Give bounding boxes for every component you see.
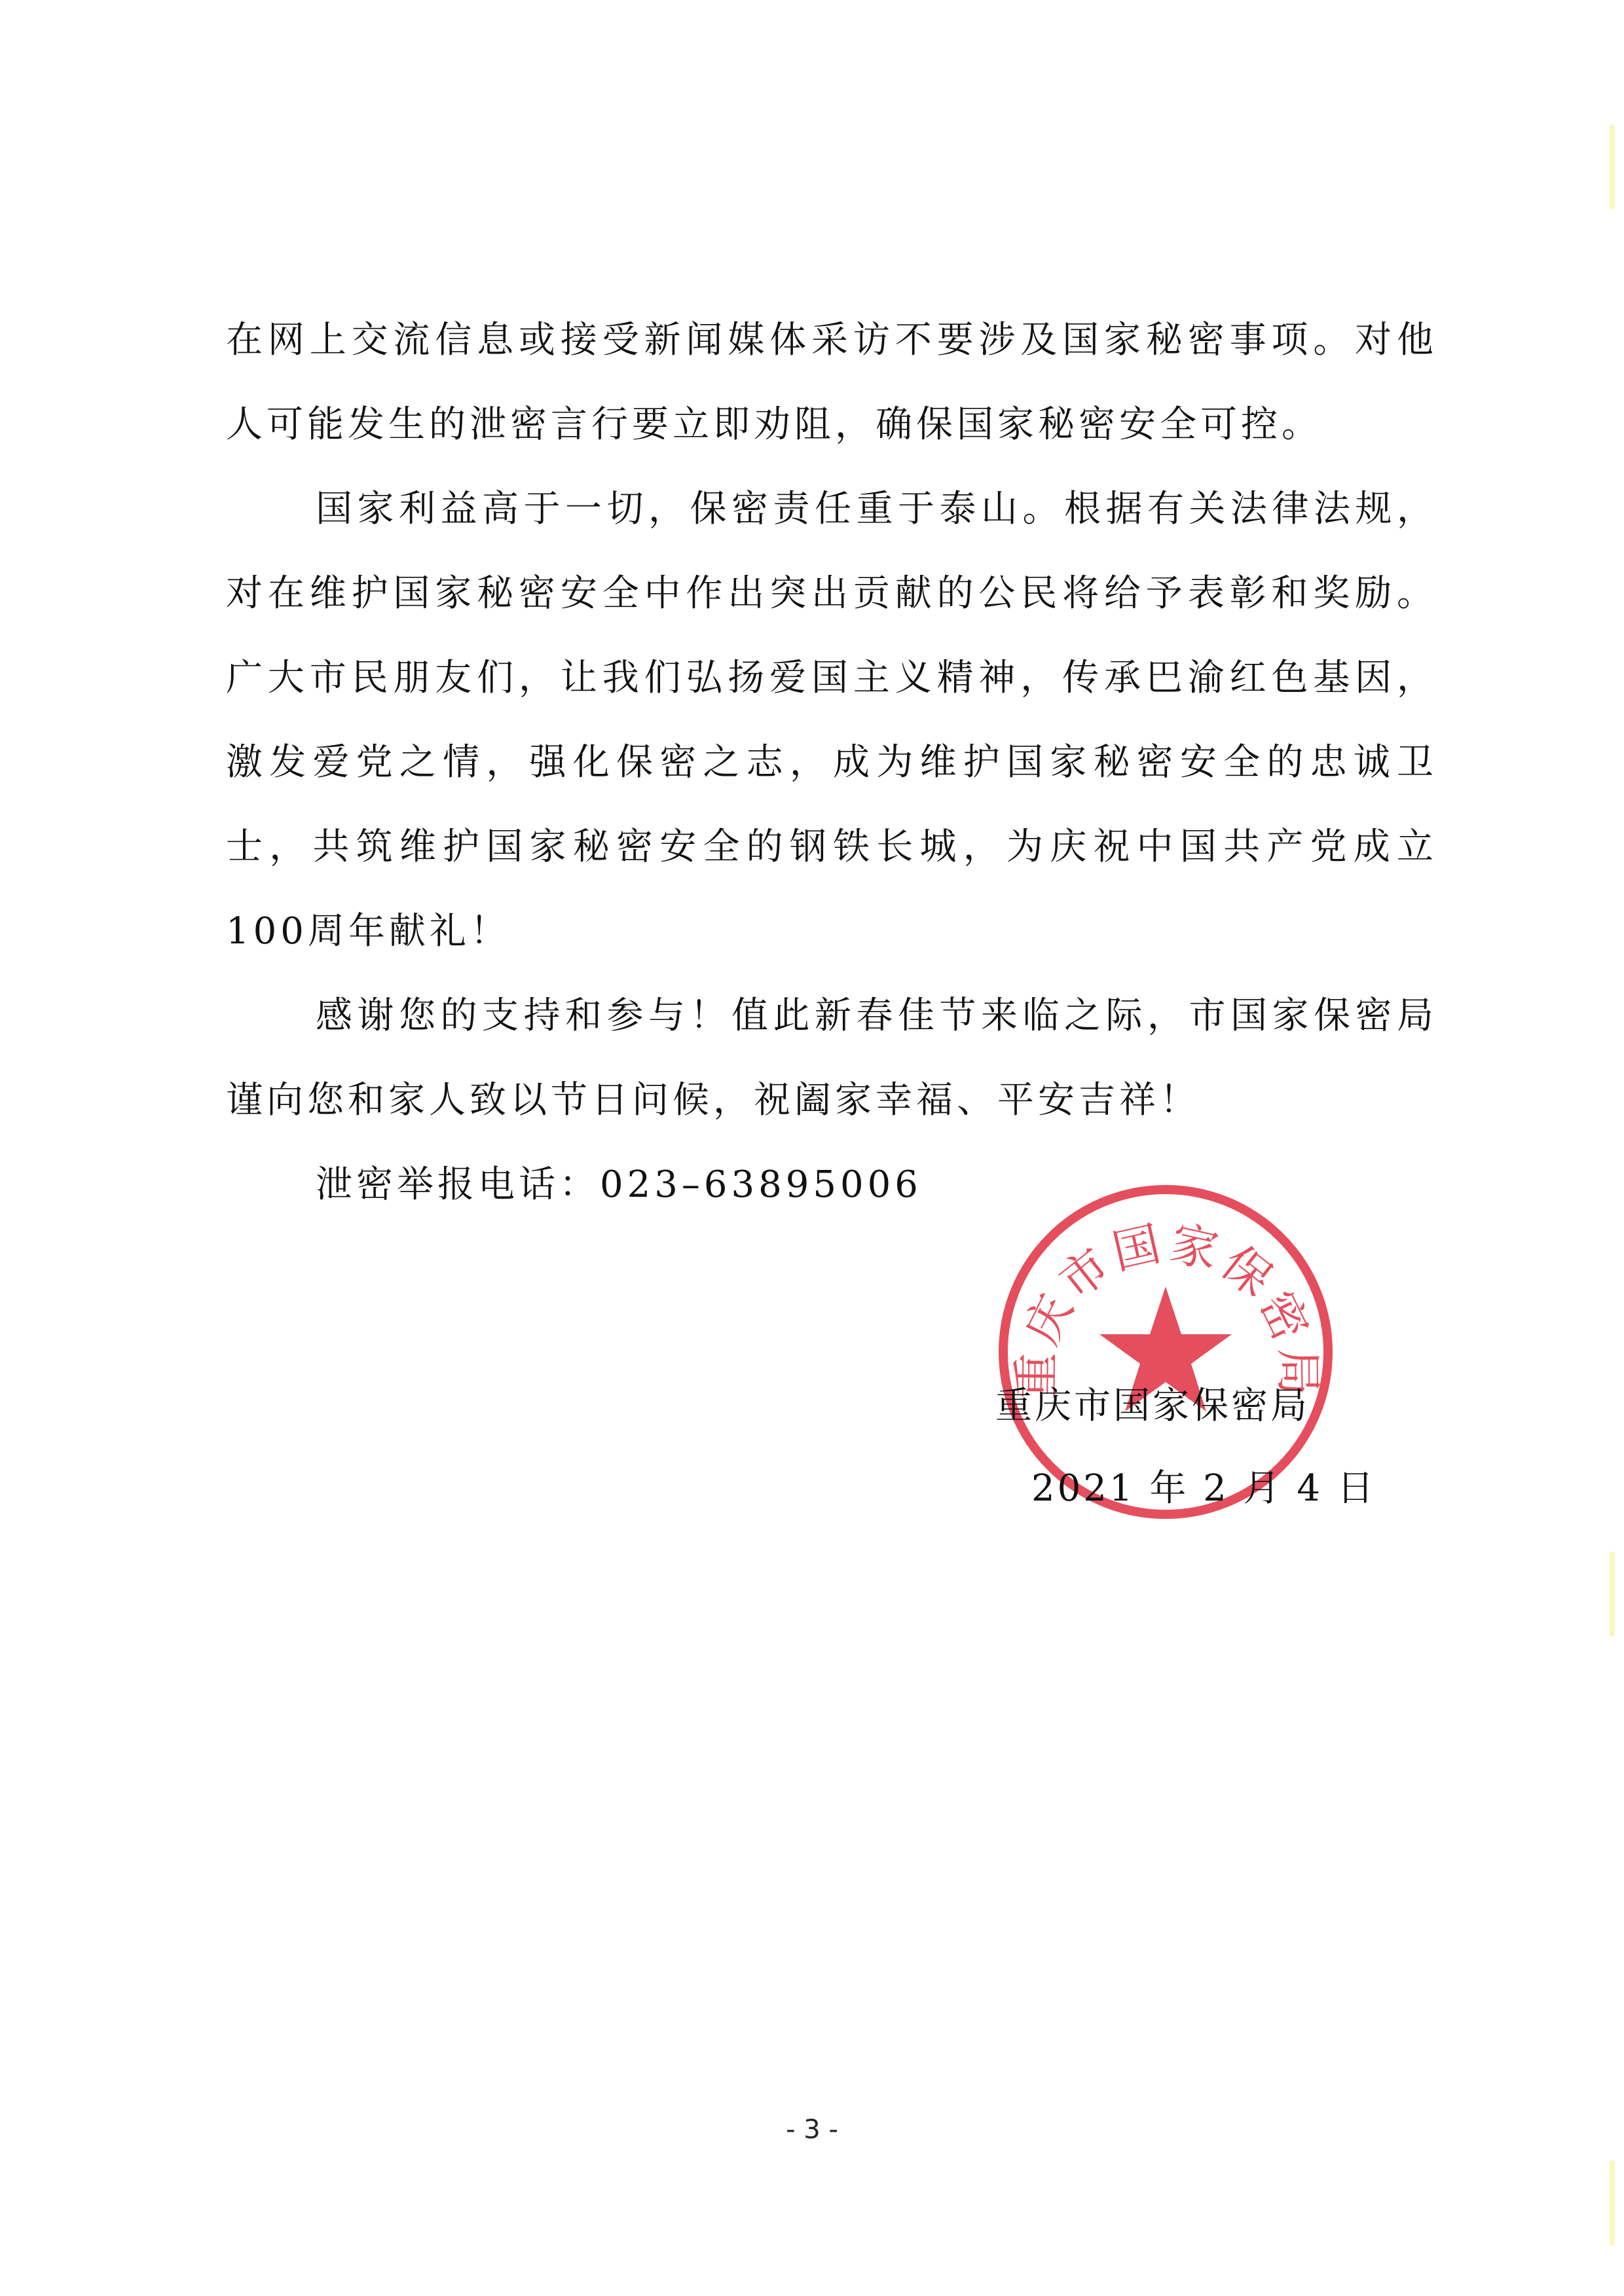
svg-text:重庆市国家保密局: 重庆市国家保密局 [1008,1214,1326,1400]
page-number: - 3 - [786,2115,838,2145]
paragraph-responsibility: 国家利益高于一切，保密责任重于泰山。根据有关法律法规，对在维护国家秘密安全中作出突出贡献的公民将给予表彰和奖励。广大市民朋友们，让我们弘扬爱国主义精神，传承巴渝红色基因，激发爱党之情，强化保密之志，成为维护国家秘密安全的忠诚卫士，共筑维护国家秘密安全的钢铁长城，为庆祝中国共产党成立100周年献礼！ [226,488,1437,953]
scan-edge-mark [1610,124,1615,210]
paragraph-continuation: 在网上交流信息或接受新闻媒体采访不要涉及国家秘密事项。对他人可能发生的泄密言行要立即劝阻，确保国家秘密安全可控。 [226,319,1437,446]
scan-edge-mark [1610,2160,1615,2246]
signing-organization: 重庆市国家保密局 [995,1385,1310,1427]
letter-body [226,298,1437,1227]
signing-date: 2021 年 2 月 4 日 [1031,1467,1376,1510]
paragraph-greeting: 感谢您的支持和参与！值此新春佳节来临之际，市国家保密局谨向您和家人致以节日问候，祝阖家幸福、平安吉祥！ [226,994,1437,1121]
scan-edge-mark [1610,1552,1615,1637]
report-hotline: 泄密举报电话：023–63895006 [316,1163,922,1206]
